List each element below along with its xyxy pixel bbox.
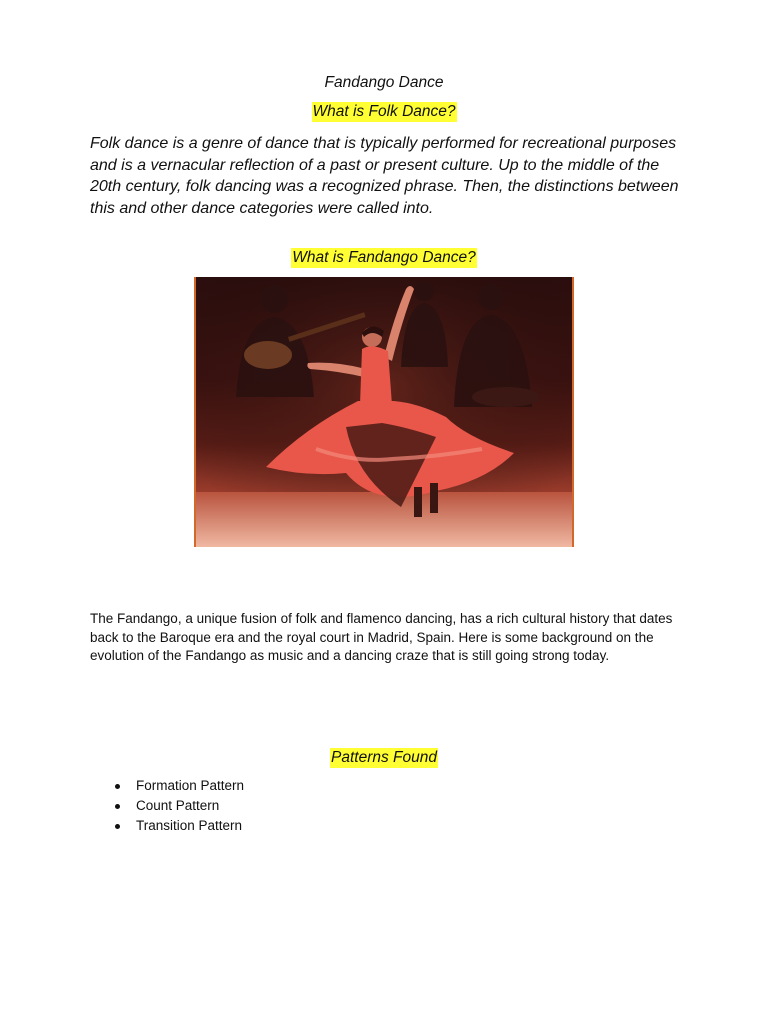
fandango-dancer-photo: [194, 277, 574, 547]
heading-fandango-dance: What is Fandango Dance?: [292, 249, 476, 266]
patterns-list: [110, 776, 244, 836]
heading-fandango-dance-wrap: [0, 248, 768, 268]
stage-floor: [196, 492, 572, 547]
paragraph-fandango-history: The Fandango, a unique fusion of folk and flamenco dancing, has a rich cultural history that dates back to the Baroque era and the royal court in Madrid, Spain. Here is some background on the evolution of the Fandango as music and a dancing craze that is still going strong today.: [90, 611, 673, 663]
list-item: Count Pattern: [110, 796, 244, 816]
list-item: Formation Pattern: [110, 776, 244, 796]
heading-patterns-wrap: [0, 748, 768, 768]
dancer-illustration: [196, 277, 572, 547]
heading-folk-dance-wrap: [0, 102, 768, 122]
heading-patterns-found: Patterns Found: [331, 749, 437, 766]
heading-folk-dance: What is Folk Dance?: [312, 103, 456, 120]
list-item: Transition Pattern: [110, 816, 244, 836]
paragraph-folk-dance: Folk dance is a genre of dance that is typically performed for recreational purposes and is a vernacular reflection of a past or present culture. Up to the middle of the 20th century, folk dancing was a recognized phrase. Then, the distinctions between this and other dance categories were called into.: [90, 135, 679, 217]
drum: [472, 387, 540, 407]
document-title: Fandango Dance: [324, 74, 444, 91]
